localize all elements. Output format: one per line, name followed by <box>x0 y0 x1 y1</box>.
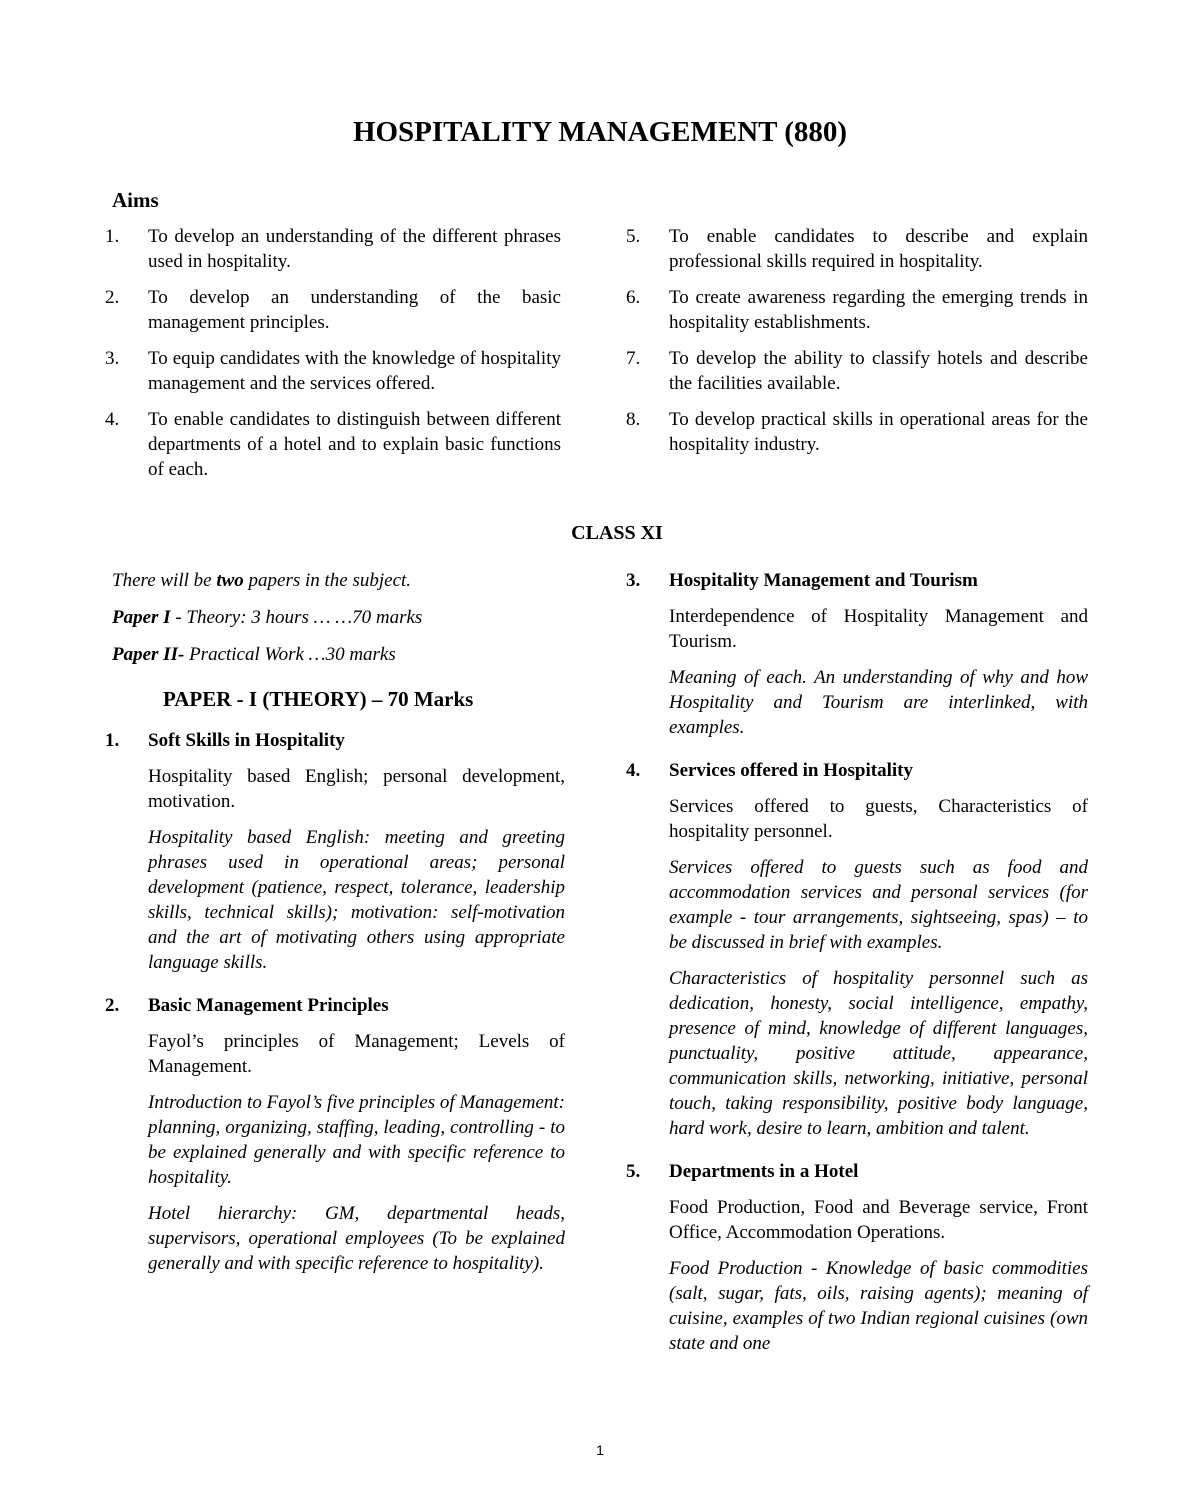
section-title: Departments in a Hotel <box>669 1161 859 1182</box>
section-management-principles <box>105 993 565 1276</box>
aim-item <box>626 346 1088 396</box>
aim-item <box>626 407 1088 457</box>
aim-number: 5. <box>626 226 641 247</box>
paper-line <box>112 642 565 667</box>
aims-heading: Aims <box>112 188 159 212</box>
aim-text: To enable candidates to distinguish between different departments of a hotel and to explain basic functions of each. <box>148 409 561 480</box>
section-number: 1. <box>105 730 120 751</box>
section-body: Food Production, Food and Beverage service, Front Office, Accommodation Operations. <box>669 1197 1088 1243</box>
section-title: Basic Management Principles <box>148 995 389 1016</box>
section-services <box>626 758 1088 1141</box>
aim-number: 2. <box>105 287 120 308</box>
paper-heading: PAPER - I (THEORY) – 70 Marks <box>163 687 474 711</box>
section-tourism <box>626 568 1088 740</box>
aim-item <box>105 285 561 335</box>
section-detail: Hospitality based English: meeting and greeting phrases used in operational areas; personal development (patience, respect, tolerance, leadership skills, technical skills); motivation: self-motivation and the art of motivating others using appropriate language skills. <box>148 827 565 973</box>
section-body: Hospitality based English; personal development, motivation. <box>148 766 565 812</box>
aim-text: To develop practical skills in operational areas for the hospitality industry. <box>669 409 1088 455</box>
aim-item <box>105 224 561 274</box>
section-soft-skills <box>105 728 565 975</box>
section-heading <box>105 993 565 1018</box>
paper-line <box>112 605 565 630</box>
aim-item <box>626 285 1088 335</box>
section-title: Services offered in Hospitality <box>669 760 913 781</box>
aim-text: To develop an understanding of the different phrases used in hospitality. <box>148 226 561 272</box>
aim-item <box>105 407 561 482</box>
section-body: Fayol’s principles of Management; Levels of Management. <box>148 1031 565 1077</box>
section-detail: Food Production - Knowledge of basic commodities (salt, sugar, fats, oils, raising agents); meaning of cuisine, examples of two Indian regional cuisines (own state and one <box>669 1258 1088 1354</box>
aim-number: 6. <box>626 287 641 308</box>
section-heading <box>626 568 1088 593</box>
section-body: Services offered to guests, Characteristics of hospitality personnel. <box>669 796 1088 842</box>
section-detail: Hotel hierarchy: GM, departmental heads, supervisors, operational employees (To be explained generally and with specific reference to hospitality). <box>148 1203 565 1274</box>
right-column <box>626 568 1088 1374</box>
page-number: 1 <box>596 1442 604 1458</box>
left-column <box>105 568 565 1294</box>
aims-list-left <box>105 224 561 493</box>
section-detail: Meaning of each. An understanding of why and how Hospitality and Tourism are interlinked, with examples. <box>669 667 1088 738</box>
section-title: Soft Skills in Hospitality <box>148 730 345 751</box>
aim-number: 3. <box>105 348 120 369</box>
aim-item <box>626 224 1088 274</box>
section-body: Interdependence of Hospitality Management and Tourism. <box>669 606 1088 652</box>
section-detail: Services offered to guests such as food and accommodation services and personal services (for example - tour arrangements, sightseeing, spas) – to be discussed in brief with examples. <box>669 857 1088 953</box>
paper-text: - Theory: 3 hours … …70 marks <box>170 607 423 628</box>
section-departments <box>626 1159 1088 1356</box>
intro-post: papers in the subject. <box>243 570 412 591</box>
paper-label: Paper II- <box>112 644 185 665</box>
section-number: 2. <box>105 995 120 1016</box>
section-number: 4. <box>626 760 641 781</box>
section-detail: Characteristics of hospitality personnel such as dedication, honesty, social intelligence, empathy, presence of mind, knowledge of different languages, punctuality, positive attitude, appearance, communication skills, networking, initiative, personal touch, taking responsibility, positive body language, hard work, desire to learn, ambition and talent. <box>669 968 1088 1139</box>
aim-number: 4. <box>105 409 120 430</box>
section-number: 3. <box>626 570 641 591</box>
aim-number: 7. <box>626 348 641 369</box>
aim-number: 8. <box>626 409 641 430</box>
aim-text: To enable candidates to describe and explain professional skills required in hospitality. <box>669 226 1088 272</box>
intro-line <box>112 568 565 593</box>
section-heading <box>626 758 1088 783</box>
page-title: HOSPITALITY MANAGEMENT (880) <box>352 116 848 148</box>
aim-text: To create awareness regarding the emerging trends in hospitality establishments. <box>669 287 1088 333</box>
aim-text: To equip candidates with the knowledge of hospitality management and the services offered. <box>148 348 561 394</box>
section-heading <box>626 1159 1088 1184</box>
aim-number: 1. <box>105 226 120 247</box>
section-detail: Introduction to Fayol’s five principles of Management: planning, organizing, staffing, leading, controlling - to be explained generally and with specific reference to hospitality. <box>148 1092 565 1188</box>
aims-list-right <box>626 224 1088 468</box>
class-heading: CLASS XI <box>571 522 663 544</box>
aim-text: To develop the ability to classify hotels and describe the facilities available. <box>669 348 1088 394</box>
intro-bold: two <box>216 570 244 591</box>
section-title: Hospitality Management and Tourism <box>669 570 978 591</box>
paper-text: Practical Work …30 marks <box>184 644 396 665</box>
intro-pre: There will be <box>112 570 217 591</box>
section-heading <box>105 728 565 753</box>
paper-label: Paper I <box>112 607 171 628</box>
aim-item <box>105 346 561 396</box>
aim-text: To develop an understanding of the basic management principles. <box>148 287 561 333</box>
section-number: 5. <box>626 1161 641 1182</box>
